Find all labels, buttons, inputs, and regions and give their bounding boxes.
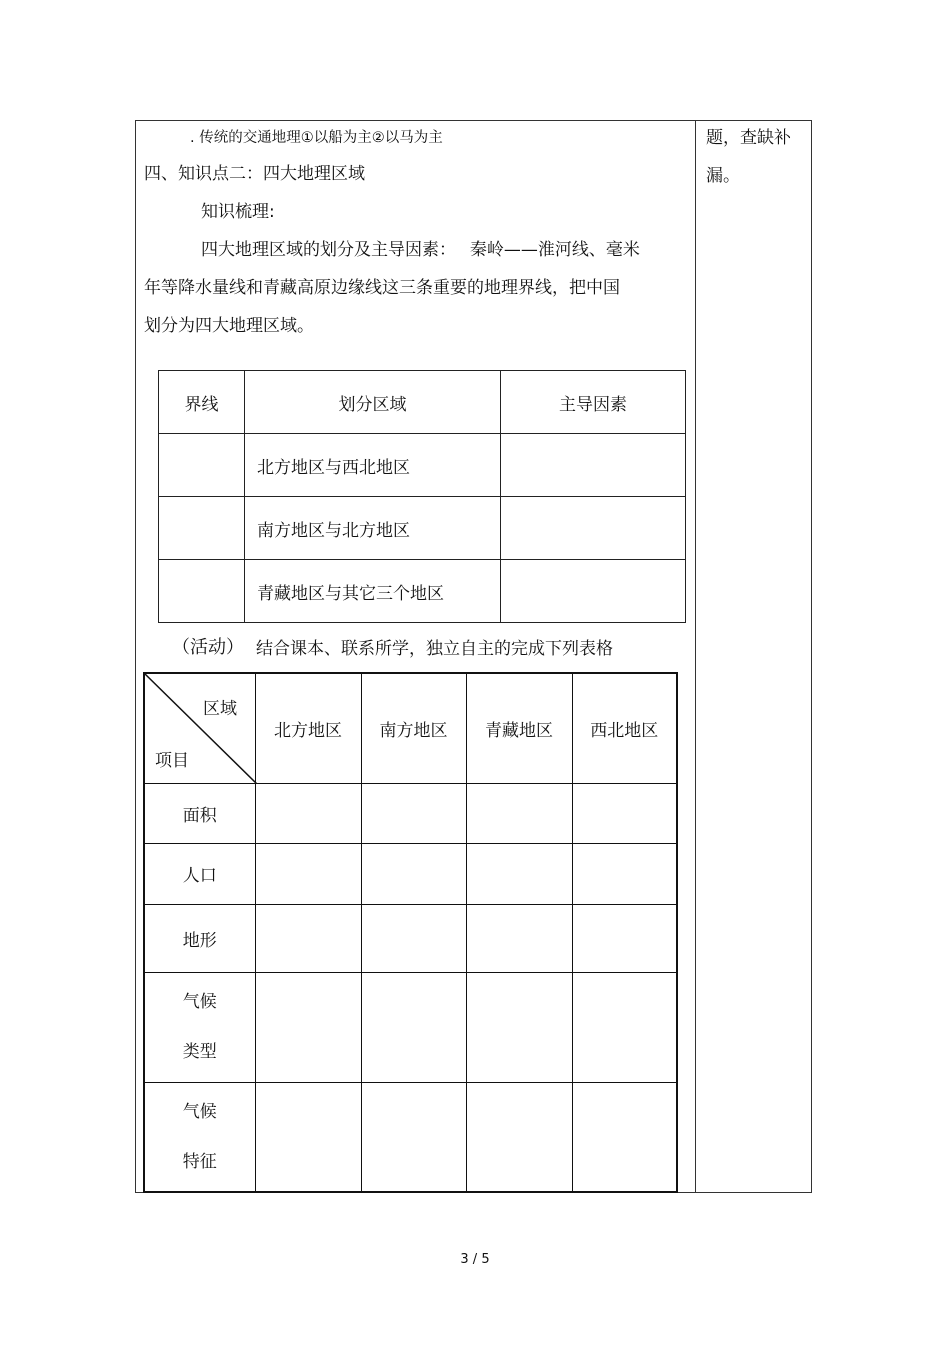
table-header-row [144,673,677,783]
answer-cell[interactable] [572,1082,677,1192]
row-label-line: 气候 [182,1101,217,1122]
answer-cell[interactable] [466,783,572,843]
row-label-terrain: 地形 [144,904,255,972]
row-label-area: 面积 [144,783,255,843]
factor-cell[interactable] [501,560,686,623]
row-label-line: 类型 [182,1042,217,1062]
column-divider [695,120,696,1193]
header-boundary: 界线 [159,371,245,434]
answer-cell[interactable] [572,783,677,843]
factor-cell[interactable] [501,497,686,560]
column-header-qinghai-tibet: 青藏地区 [466,673,572,783]
boundary-cell[interactable] [159,434,245,497]
answer-cell[interactable] [466,972,572,1082]
region-cell: 青藏地区与其它三个地区 [245,560,501,623]
corner-region-label: 区域 [203,699,237,719]
paragraph-line-1: 四大地理区域的划分及主导因素： 秦岭——淮河线、毫米 [201,240,640,260]
row-label-line: 气候 [182,992,217,1012]
answer-cell[interactable] [361,1082,466,1192]
header-region: 划分区域 [245,371,501,434]
answer-cell[interactable] [572,843,677,904]
answer-cell[interactable] [255,972,361,1082]
answer-cell[interactable] [466,1082,572,1192]
table-row [159,497,686,560]
table-row [144,1082,677,1192]
row-label-climate-features [144,1082,255,1192]
answer-cell[interactable] [572,972,677,1082]
corner-item-label: 项目 [155,751,189,771]
answer-cell[interactable] [255,843,361,904]
answer-cell[interactable] [466,904,572,972]
diagonal-header-cell [144,673,255,783]
answer-cell[interactable] [255,783,361,843]
answer-cell[interactable] [361,783,466,843]
intro-line: . 传统的交通地理①以船为主②以马为主 [190,130,443,146]
region-comparison-table [143,672,678,1193]
boundary-table [158,370,686,623]
table-row [144,843,677,904]
region-cell: 北方地区与西北地区 [245,434,501,497]
activity-label: （活动） [172,637,244,658]
answer-cell[interactable] [361,972,466,1082]
column-header-northwest: 西北地区 [572,673,677,783]
subheading: 知识梳理: [201,202,275,222]
table-row [144,783,677,843]
side-note-line-2: 漏。 [706,166,740,186]
answer-cell[interactable] [572,904,677,972]
side-note-line-1: 题，查缺补 [706,128,791,148]
column-header-north: 北方地区 [255,673,361,783]
table-row [159,434,686,497]
boundary-cell[interactable] [159,560,245,623]
row-label-population: 人口 [144,843,255,904]
answer-cell[interactable] [255,1082,361,1192]
answer-cell[interactable] [361,843,466,904]
page-number: 3 / 5 [460,1252,490,1267]
answer-cell[interactable] [466,843,572,904]
factor-cell[interactable] [501,434,686,497]
answer-cell[interactable] [255,904,361,972]
paragraph-line-3: 划分为四大地理区域。 [144,316,314,336]
table-row [159,560,686,623]
activity-text: 结合课本、联系所学，独立自主的完成下列表格 [256,639,613,659]
row-label-climate-type [144,972,255,1082]
boundary-cell[interactable] [159,497,245,560]
table-row [144,972,677,1082]
answer-cell[interactable] [361,904,466,972]
section-heading: 四、知识点二：四大地理区域 [144,164,365,184]
paragraph-line-2: 年等降水量线和青藏高原边缘线这三条重要的地理界线，把中国 [144,278,620,298]
region-cell: 南方地区与北方地区 [245,497,501,560]
header-factor: 主导因素 [501,371,686,434]
column-header-south: 南方地区 [361,673,466,783]
table-row [144,904,677,972]
table-header-row [159,371,686,434]
row-label-line: 特征 [182,1151,217,1172]
